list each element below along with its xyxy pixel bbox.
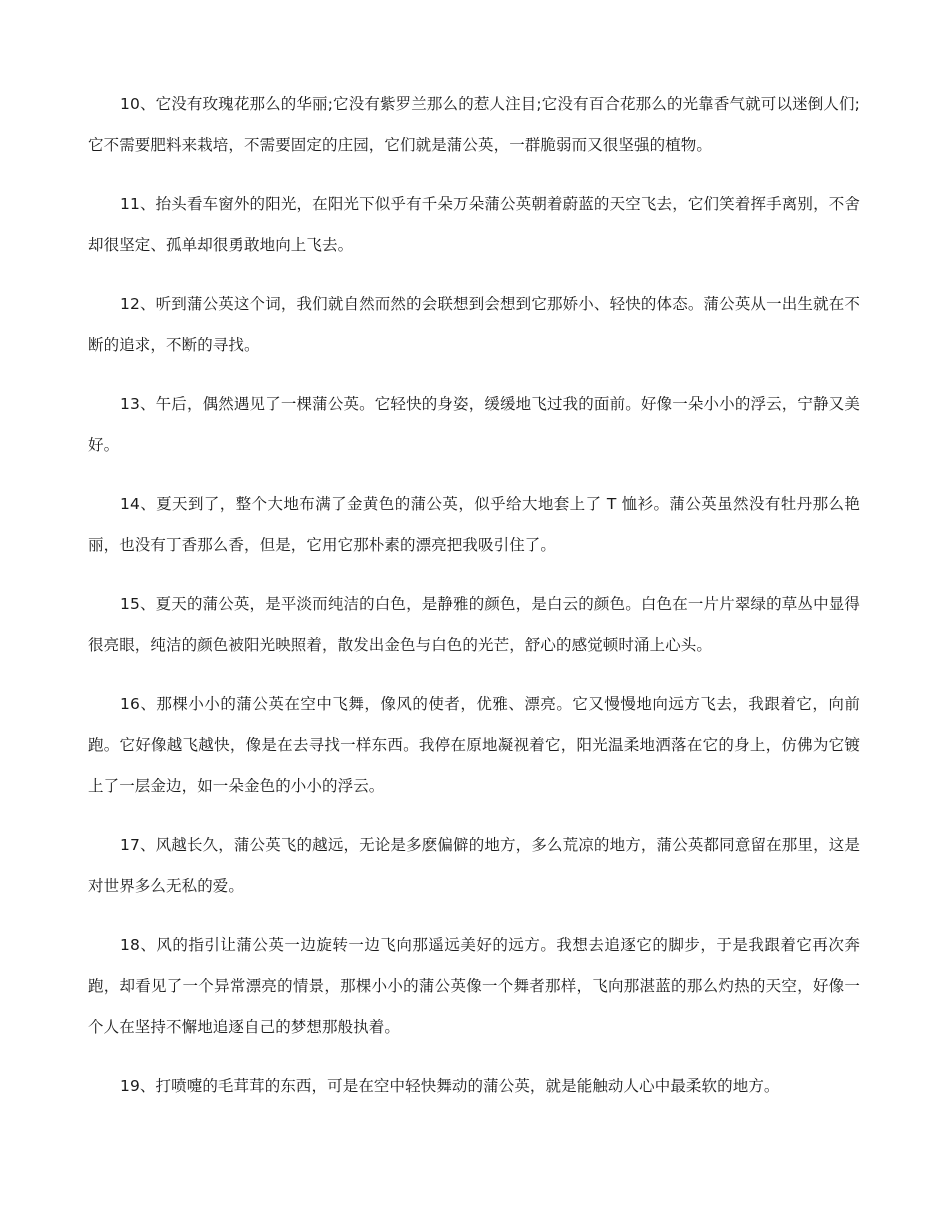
paragraph-16: 16、那棵小小的蒲公英在空中飞舞，像风的使者，优雅、漂亮。它又慢慢地向远方飞去，我跟着它，向前跑。它好像越飞越快，像是在去寻找一样东西。我停在原地凝视着它，阳光温柔地洒落在它的身上，仿佛为它镀上了一层金边，如一朵金色的小小的浮云。 (88, 695, 860, 795)
paragraph-19: 19、打喷嚏的毛茸茸的东西，可是在空中轻快舞动的蒲公英，就是能触动人心中最柔软的地方。 (120, 1077, 780, 1095)
paragraph-17: 17、风越长久，蒲公英飞的越远，无论是多麽偏僻的地方，多么荒凉的地方，蒲公英都同意留在那里，这是对世界多么无私的爱。 (88, 836, 860, 895)
paragraph-13: 13、午后，偶然遇见了一棵蒲公英。它轻快的身姿，缓缓地飞过我的面前。好像一朵小小的浮云，宁静又美好。 (88, 395, 860, 454)
paragraph-18: 18、风的指引让蒲公英一边旋转一边飞向那遥远美好的远方。我想去追逐它的脚步，于是我跟着它再次奔跑，却看见了一个异常漂亮的情景，那棵小小的蒲公英像一个舞者那样，飞向那湛蓝的那么灼热的天空，好像一个人在坚持不懈地追逐自己的梦想那般执着。 (88, 936, 860, 1036)
paragraph-14: 14、夏天到了，整个大地布满了金黄色的蒲公英，似乎给大地套上了 T 恤衫。蒲公英虽然没有牡丹那么艳丽，也没有丁香那么香，但是，它用它那朴素的漂亮把我吸引住了。 (88, 495, 860, 554)
paragraph-11: 11、抬头看车窗外的阳光，在阳光下似乎有千朵万朵蒲公英朝着蔚蓝的天空飞去，它们笑着挥手离别，不舍却很坚定、孤单却很勇敢地向上飞去。 (88, 195, 860, 254)
paragraph-10: 10、它没有玫瑰花那么的华丽;它没有紫罗兰那么的惹人注目;它没有百合花那么的光靠香气就可以迷倒人们;它不需要肥料来栽培，不需要固定的庄园，它们就是蒲公英，一群脆弱而又很坚强的植物。 (88, 95, 860, 154)
paragraph-15: 15、夏天的蒲公英，是平淡而纯洁的白色，是静雅的颜色，是白云的颜色。白色在一片片翠绿的草丛中显得很亮眼，纯洁的颜色被阳光映照着，散发出金色与白色的光芒，舒心的感觉顿时涌上心头。 (88, 595, 860, 654)
paragraph-12: 12、听到蒲公英这个词，我们就自然而然的会联想到会想到它那娇小、轻快的体态。蒲公英从一出生就在不断的追求，不断的寻找。 (88, 295, 860, 354)
